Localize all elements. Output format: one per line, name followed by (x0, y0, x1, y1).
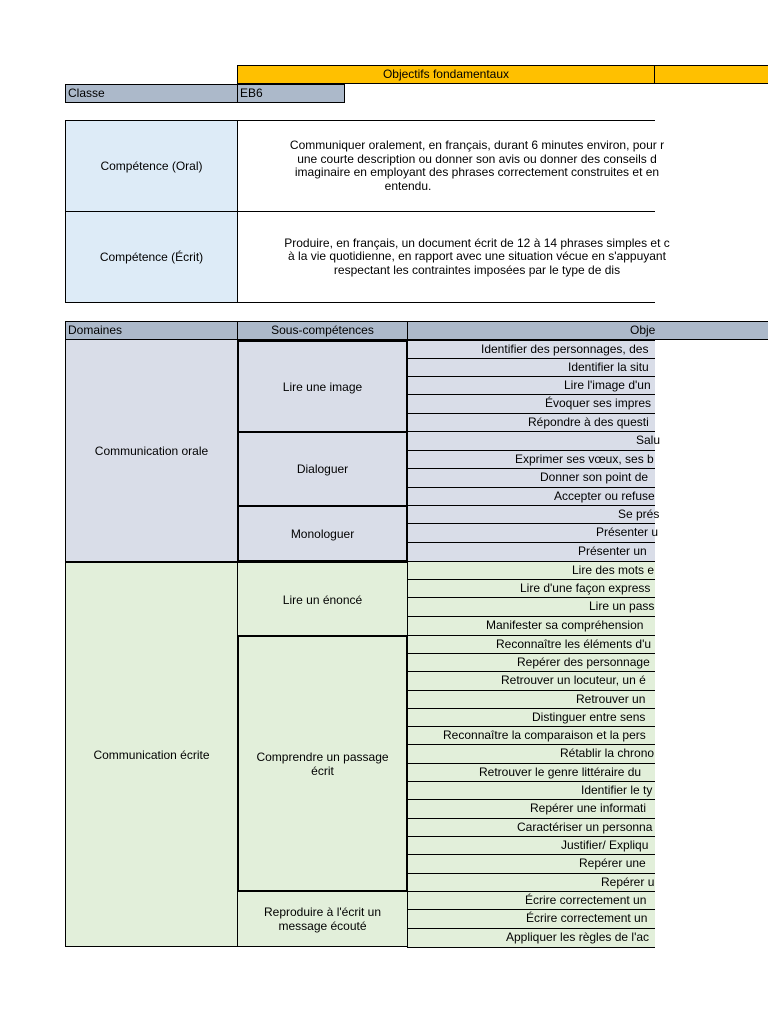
objective-row[interactable] (407, 635, 655, 654)
sous-monologuer[interactable]: Monologuer (237, 505, 408, 562)
objective-text: Retrouver un (576, 692, 646, 706)
objective-text: Accepter ou refuse (554, 489, 655, 503)
objective-text: Repérer une informati (530, 801, 647, 815)
header-sous-competences: Sous-compétences (237, 321, 408, 340)
header-objectifs-label: Obje (630, 323, 656, 337)
competence-ecrit-line: respectant les contraintes imposées par le type de dis (333, 262, 621, 277)
sheet-title: Objectifs fondamentaux (237, 65, 655, 84)
sous-lire-un-enonce[interactable]: Lire un énoncé (237, 562, 408, 636)
objective-row[interactable] (407, 653, 655, 672)
objective-row[interactable] (407, 818, 655, 837)
title-bar (237, 65, 768, 84)
objective-text: Repérer des personnage (517, 655, 650, 669)
objective-text: Écrire correctement un (525, 893, 647, 907)
objective-text: Exprimer ses vœux, ses b (515, 452, 654, 466)
title-fill (655, 65, 768, 84)
objective-row[interactable] (407, 726, 655, 745)
objective-row[interactable] (407, 671, 655, 691)
objective-text: Identifier le ty (581, 783, 653, 797)
competence-ecrit-text[interactable] (237, 211, 670, 303)
objective-row[interactable] (407, 928, 655, 948)
objective-row[interactable] (407, 431, 661, 451)
objective-text: Rétablir la chrono (560, 746, 655, 760)
objective-row[interactable] (407, 836, 655, 855)
objective-text: Écrire correctement un (526, 911, 648, 925)
objective-row[interactable] (407, 854, 655, 874)
objective-row[interactable] (407, 708, 655, 727)
competence-oral-line: Communiquer oralement, en français, durant 6 minutes environ, pour r (289, 138, 665, 152)
objective-text: Évoquer ses impres (545, 396, 652, 410)
objective-text: Distinguer entre sens (532, 710, 646, 724)
sous-reproduire-message-ecoute[interactable]: Reproduire à l'écrit un message écouté (237, 891, 408, 947)
objective-row[interactable] (407, 909, 655, 929)
objective-text: Se prés (618, 507, 660, 521)
competence-ecrit-line: Produire, en français, un document écrit de 12 à 14 phrases simples et c (284, 235, 670, 250)
objective-text: Retrouver le genre littéraire du (479, 765, 642, 779)
objective-text: Justifier/ Expliqu (561, 838, 649, 852)
objective-row[interactable] (407, 523, 659, 543)
objective-row[interactable] (407, 487, 655, 506)
objective-text: Appliquer les règles de l'ac (506, 930, 650, 944)
objective-row[interactable] (407, 781, 655, 800)
sous-comprendre-un-passage-ecrit[interactable]: Comprendre un passage écrit (237, 635, 408, 892)
objective-text: Présenter u (596, 525, 659, 539)
competence-ecrit-label: Compétence (Écrit) (65, 211, 238, 303)
domain-communication-ecrite[interactable]: Communication écrite (65, 562, 238, 947)
objective-row[interactable] (407, 340, 655, 359)
objective-row[interactable] (407, 616, 655, 636)
objective-row[interactable] (407, 358, 655, 377)
objective-row[interactable] (407, 561, 655, 580)
objective-row[interactable] (407, 690, 655, 709)
objective-text: Reconnaître la comparaison et la pers (443, 728, 646, 742)
objective-text: Lire d'une façon express (520, 581, 651, 595)
objective-text: Manifester sa compréhension (486, 618, 644, 632)
objective-row[interactable] (407, 394, 655, 414)
objective-row[interactable] (407, 413, 655, 432)
objective-text: Reconnaître les éléments d'u (496, 637, 652, 651)
classe-value[interactable]: EB6 (237, 84, 345, 103)
objective-text: Lire un pass (589, 599, 655, 613)
sous-dialoguer[interactable]: Dialoguer (237, 431, 408, 507)
objective-row[interactable] (407, 450, 655, 469)
domain-communication-orale[interactable]: Communication orale (65, 340, 238, 562)
classe-label: Classe (65, 84, 238, 103)
objective-text: Identifier la situ (568, 360, 649, 374)
objective-row[interactable] (407, 542, 655, 562)
competence-oral-line: imaginaire en employant des phrases correctement construites et en (294, 165, 660, 179)
objective-text: Répondre à des questi (528, 415, 649, 429)
objective-text: Lire l'image d'un (564, 378, 651, 392)
objective-row[interactable] (407, 579, 655, 598)
objective-row[interactable] (407, 505, 660, 524)
objective-row[interactable] (407, 891, 655, 910)
competence-oral-line: entendu. (384, 178, 432, 193)
objective-text: Donner son point de (540, 470, 649, 484)
header-objectifs (407, 321, 768, 340)
objective-text: Identifier des personnages, des (481, 342, 649, 356)
competence-oral-line: une courte description ou donner son avis ou donner des conseils d (297, 151, 657, 166)
competence-ecrit-line: à la vie quotidienne, en rapport avec une situation vécue en s'appuyant (288, 249, 666, 264)
objective-text: Repérer u (601, 875, 655, 889)
objective-text: Lire des mots e (572, 563, 655, 577)
header-domaines: Domaines (65, 321, 238, 340)
objective-row[interactable] (407, 744, 655, 764)
objective-text: Salu (636, 433, 661, 447)
objective-row[interactable] (407, 376, 655, 395)
competence-oral-label: Compétence (Oral) (65, 120, 238, 212)
objective-text: Présenter un (578, 544, 647, 558)
objective-text: Retrouver un locuteur, un é (501, 673, 646, 687)
objective-row[interactable] (407, 597, 655, 617)
objective-text: Repérer une (579, 856, 646, 870)
sous-lire-une-image[interactable]: Lire une image (237, 340, 408, 433)
objective-row[interactable] (407, 799, 655, 819)
objective-row[interactable] (407, 763, 655, 782)
objective-text: Caractériser un personna (517, 820, 653, 834)
objective-row[interactable] (407, 873, 655, 892)
competence-oral-text[interactable] (237, 120, 665, 212)
objective-row[interactable] (407, 468, 655, 488)
